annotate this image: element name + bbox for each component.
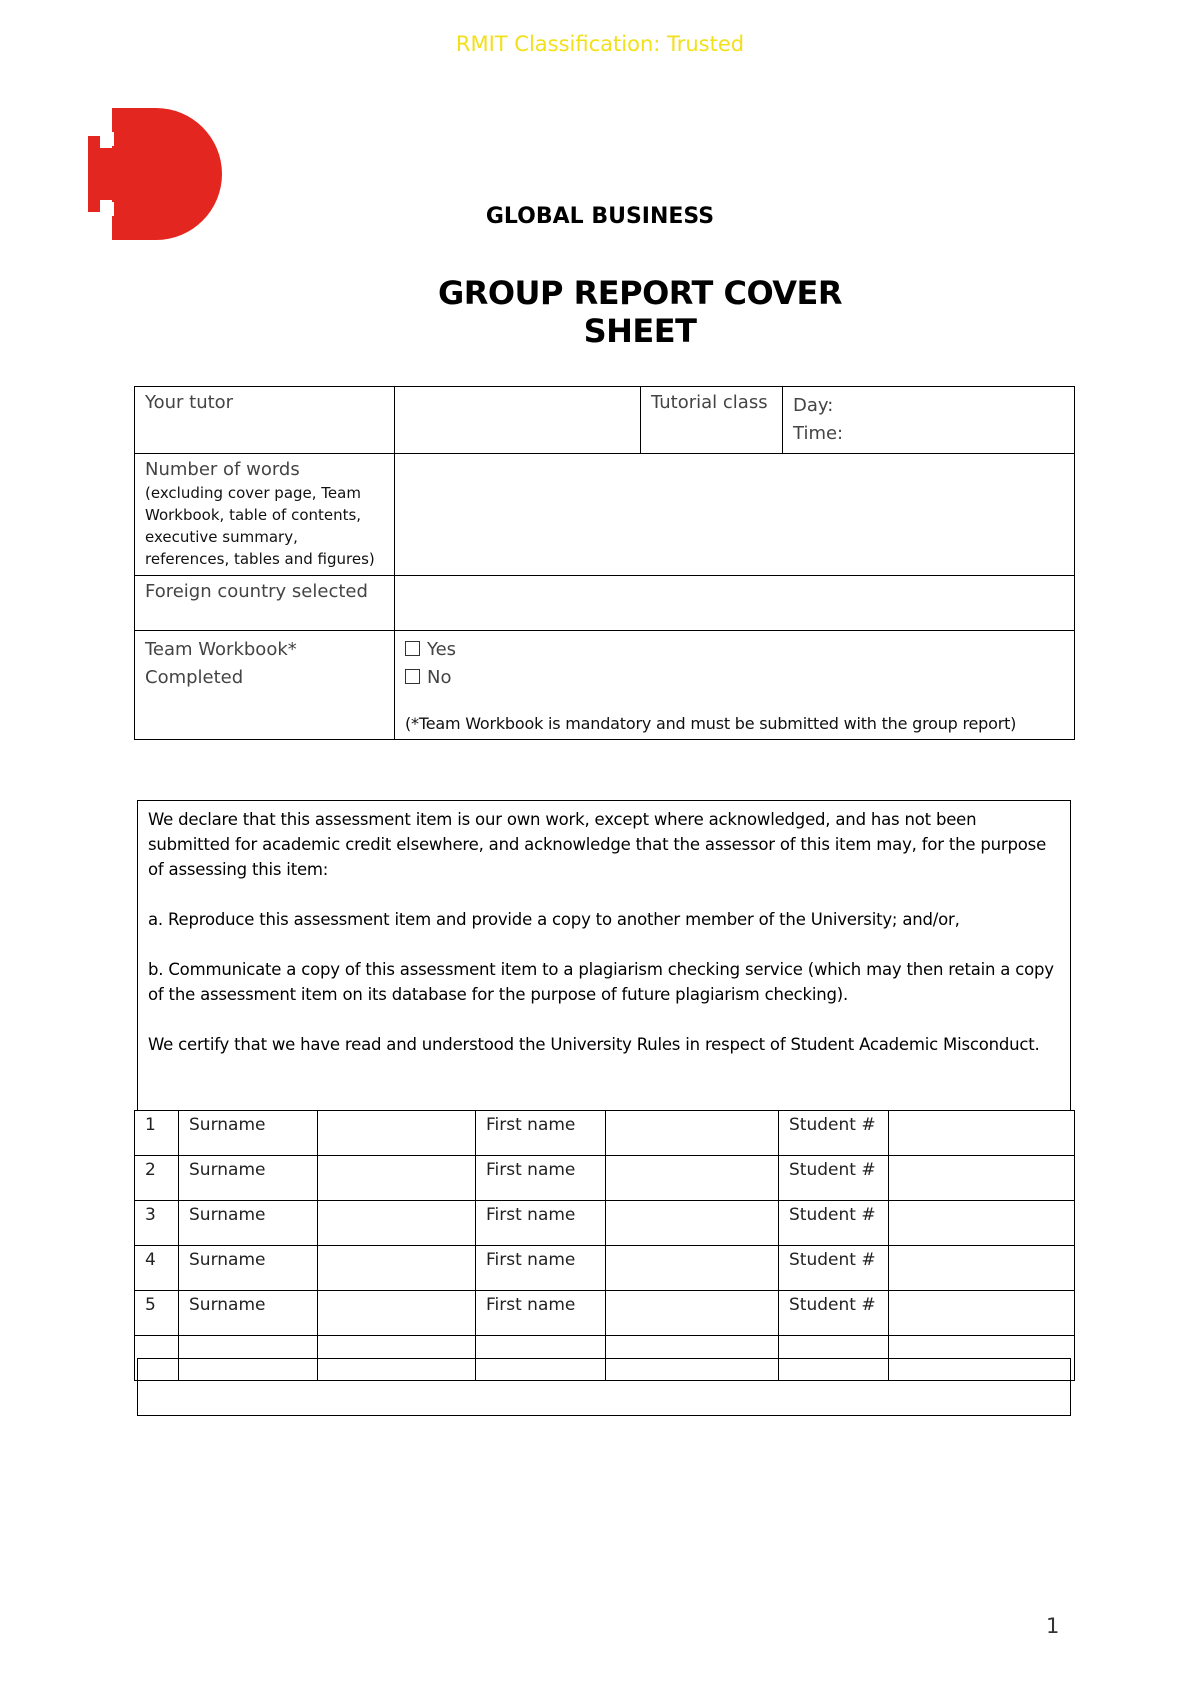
table-row xyxy=(135,1291,1075,1336)
signature-box[interactable] xyxy=(137,1358,1071,1416)
page-title: GROUP REPORT COVER SHEET xyxy=(437,274,843,350)
option-yes-label: Yes xyxy=(427,639,457,660)
declaration-paragraph-2: a. Reproduce this assessment item and provide a copy to another member of the University; and/or, xyxy=(148,910,960,929)
student-number-label: Student # xyxy=(779,1291,889,1336)
surname-field[interactable] xyxy=(318,1201,476,1246)
report-info-table xyxy=(134,386,1075,740)
row-number: 1 xyxy=(135,1111,179,1156)
word-count-label: Number of words xyxy=(145,459,300,480)
declaration-box xyxy=(137,800,1071,1110)
day-label: Day: xyxy=(793,395,834,416)
time-label: Time: xyxy=(793,423,844,444)
first-name-field[interactable] xyxy=(606,1111,779,1156)
surname-label: Surname xyxy=(179,1156,318,1201)
first-name-label: First name xyxy=(476,1291,606,1336)
first-name-field[interactable] xyxy=(606,1246,779,1291)
word-count-note: (excluding cover page, Team Workbook, table of contents, executive summary, references, tables and figures) xyxy=(145,484,375,568)
table-row xyxy=(135,1201,1075,1246)
word-count-field[interactable] xyxy=(395,454,1075,576)
surname-field[interactable] xyxy=(318,1111,476,1156)
surname-label: Surname xyxy=(179,1291,318,1336)
table-row xyxy=(135,1111,1075,1156)
tutorial-class-field[interactable] xyxy=(783,387,1075,454)
first-name-label: First name xyxy=(476,1246,606,1291)
workbook-note: (*Team Workbook is mandatory and must be submitted with the group report) xyxy=(405,714,1017,733)
surname-field[interactable] xyxy=(318,1156,476,1201)
page-number: 1 xyxy=(1046,1614,1060,1638)
team-workbook-options xyxy=(395,631,1075,740)
row-number: 2 xyxy=(135,1156,179,1201)
first-name-field[interactable] xyxy=(606,1156,779,1201)
checkbox-no[interactable] xyxy=(405,669,420,684)
surname-label: Surname xyxy=(179,1246,318,1291)
student-number-field[interactable] xyxy=(889,1111,1075,1156)
declaration-paragraph-3: b. Communicate a copy of this assessment item to a plagiarism checking service (which may then retain a copy of the assessment item on its database for the purpose of future plagiarism checking). xyxy=(148,960,1054,1004)
row-number: 4 xyxy=(135,1246,179,1291)
first-name-label: First name xyxy=(476,1111,606,1156)
option-no-label: No xyxy=(427,667,452,688)
tutorial-class-label: Tutorial class xyxy=(641,387,783,454)
tutor-field[interactable] xyxy=(395,387,641,454)
row-number: 3 xyxy=(135,1201,179,1246)
first-name-field[interactable] xyxy=(606,1291,779,1336)
student-rows xyxy=(135,1111,1075,1381)
team-workbook-label-cell xyxy=(135,631,395,740)
foreign-country-field[interactable] xyxy=(395,576,1075,631)
word-count-label-cell xyxy=(135,454,395,576)
student-number-field[interactable] xyxy=(889,1291,1075,1336)
first-name-field[interactable] xyxy=(606,1201,779,1246)
course-name: GLOBAL BUSINESS xyxy=(485,204,715,229)
student-table xyxy=(134,1110,1075,1381)
student-number-field[interactable] xyxy=(889,1246,1075,1291)
tutor-label: Your tutor xyxy=(135,387,395,454)
option-no[interactable] xyxy=(405,664,1064,692)
surname-field[interactable] xyxy=(318,1246,476,1291)
first-name-label: First name xyxy=(476,1156,606,1201)
surname-label: Surname xyxy=(179,1201,318,1246)
table-row xyxy=(135,1246,1075,1291)
completed-label: Completed xyxy=(145,667,244,688)
surname-label: Surname xyxy=(179,1111,318,1156)
row-number: 5 xyxy=(135,1291,179,1336)
student-number-field[interactable] xyxy=(889,1156,1075,1201)
table-row xyxy=(135,1156,1075,1201)
student-number-label: Student # xyxy=(779,1156,889,1201)
surname-field[interactable] xyxy=(318,1291,476,1336)
foreign-country-label: Foreign country selected xyxy=(135,576,395,631)
first-name-label: First name xyxy=(476,1201,606,1246)
classification-label: RMIT Classification: Trusted xyxy=(455,32,745,56)
student-number-label: Student # xyxy=(779,1111,889,1156)
student-number-label: Student # xyxy=(779,1201,889,1246)
checkbox-yes[interactable] xyxy=(405,641,420,656)
student-number-field[interactable] xyxy=(889,1201,1075,1246)
team-workbook-label: Team Workbook* xyxy=(145,639,297,660)
student-number-label: Student # xyxy=(779,1246,889,1291)
declaration-paragraph-4: We certify that we have read and understood the University Rules in respect of Student Academic Misconduct. xyxy=(148,1035,1040,1054)
option-yes[interactable] xyxy=(405,636,1064,664)
declaration-paragraph-1: We declare that this assessment item is our own work, except where acknowledged, and has not been submitted for academic credit elsewhere, and acknowledge that the assessor of this item may, for the purpose of assessing this item: xyxy=(148,810,1047,879)
